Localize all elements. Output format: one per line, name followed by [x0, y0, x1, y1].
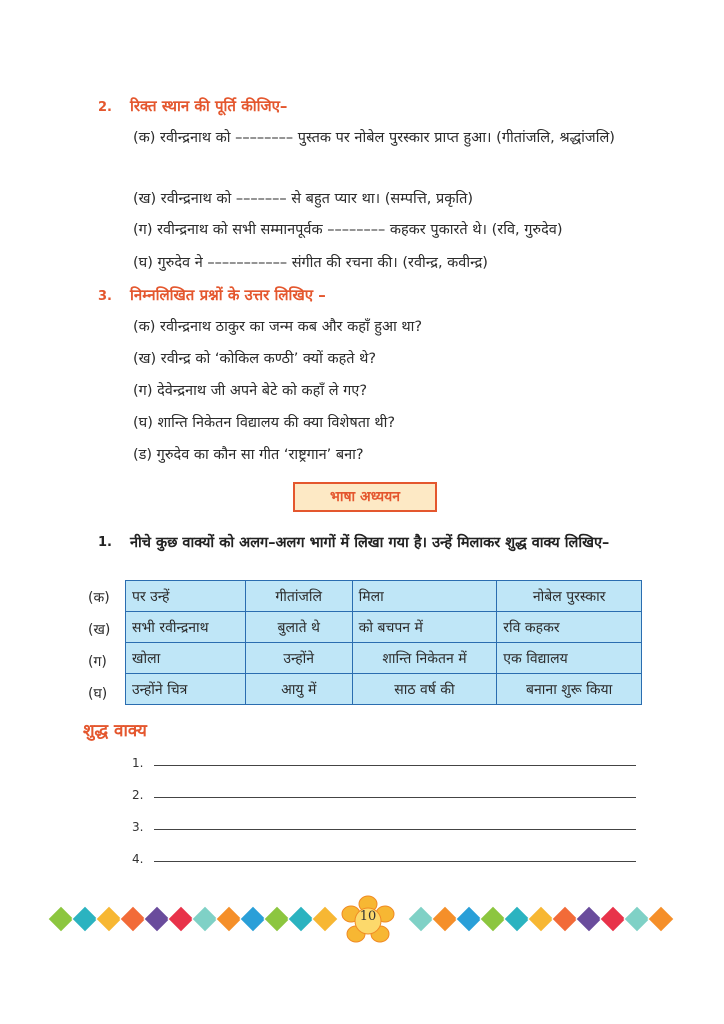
fill-item-ka: (क) रवीन्द्रनाथ को –––––––– पुस्तक पर नोबेल पुरस्कार प्राप्त हुआ। (गीतांजलि, श्रद्धांजलि) — [133, 130, 615, 146]
answer-line-2[interactable] — [132, 788, 143, 802]
answer-rule — [154, 861, 636, 862]
table-cell: एक विद्यालय — [497, 643, 642, 674]
table-cell: बनाना शुरू किया — [497, 674, 642, 705]
answer-rule — [154, 829, 636, 830]
question-text: नीचे कुछ वाक्यों को अलग–अलग भागों में लिखा गया है। उन्हें मिलाकर शुद्ध वाक्य लिखिए– — [130, 535, 610, 551]
section-3-heading — [98, 285, 326, 305]
page-number: 10 — [359, 909, 377, 924]
table-cell: उन्होंने चित्र — [126, 674, 246, 705]
table-cell: रवि कहकर — [497, 612, 642, 643]
table-cell: को बचपन में — [352, 612, 497, 643]
fill-item-ga: (ग) रवीन्द्रनाथ को सभी सम्मानपूर्वक –––––––– कहकर पुकारते थे। (रवि, गुरुदेव) — [133, 222, 563, 238]
question-da: (ड) गुरुदेव का कौन सा गीत ‘राष्ट्रगान’ बना? — [133, 447, 364, 463]
question-ka: (क) रवीन्द्रनाथ ठाकुर का जन्म कब और कहाँ हुआ था? — [133, 319, 423, 335]
table-cell: नोबेल पुरस्कार — [497, 581, 642, 612]
row-label-gha: (घ) — [88, 686, 108, 702]
table-cell: सभी रवीन्द्रनाथ — [126, 612, 246, 643]
table-cell: मिला — [352, 581, 497, 612]
section-title: रिक्त स्थान की पूर्ति कीजिए– — [130, 97, 288, 115]
row-label-ga: (ग) — [88, 654, 107, 670]
table-cell: उन्होंने — [245, 643, 352, 674]
table-row — [126, 612, 642, 643]
answer-line-4[interactable] — [132, 852, 143, 866]
answer-heading: शुद्ध वाक्य — [83, 721, 147, 741]
fill-item-kha: (ख) रवीन्द्रनाथ को ––––––– से बहुत प्यार था। (सम्पत्ति, प्रकृति) — [133, 191, 474, 207]
word-table — [125, 580, 642, 705]
row-label-ka: (क) — [88, 590, 110, 606]
table-cell: गीतांजलि — [245, 581, 352, 612]
answer-line-number: 2. — [132, 788, 144, 802]
section-number: 3. — [98, 289, 112, 304]
table-row — [126, 674, 642, 705]
section-2-heading — [98, 96, 287, 116]
language-study-title: भाषा अध्ययन — [293, 482, 437, 512]
table-cell: पर उन्हें — [126, 581, 246, 612]
question-gha: (घ) शान्ति निकेतन विद्यालय की क्या विशेषता थी? — [133, 415, 396, 431]
answer-line-3[interactable] — [132, 820, 143, 834]
language-question — [98, 530, 643, 556]
table-row — [126, 581, 642, 612]
row-label-kha: (ख) — [88, 622, 111, 638]
section-title: निम्नलिखित प्रश्नों के उत्तर लिखिए – — [130, 286, 326, 304]
section-number: 2. — [98, 100, 112, 115]
table-cell: खोला — [126, 643, 246, 674]
table-cell: बुलाते थे — [245, 612, 352, 643]
table-row — [126, 643, 642, 674]
fill-item-gha: (घ) गुरुदेव ने ––––––––––– संगीत की रचना की। (रवीन्द्र, कवीन्द्र) — [133, 255, 488, 271]
answer-line-1[interactable] — [132, 756, 143, 770]
question-ga: (ग) देवेन्द्रनाथ जी अपने बेटे को कहाँ ले गए? — [133, 383, 368, 399]
table-cell: शान्ति निकेतन में — [352, 643, 497, 674]
table-cell: साठ वर्ष की — [352, 674, 497, 705]
answer-line-number: 3. — [132, 820, 144, 834]
answer-rule — [154, 797, 636, 798]
answer-rule — [154, 765, 636, 766]
answer-line-number: 1. — [132, 756, 144, 770]
question-number: 1. — [98, 535, 112, 550]
table-cell: आयु में — [245, 674, 352, 705]
answer-line-number: 4. — [132, 852, 144, 866]
question-kha: (ख) रवीन्द्र को ‘कोकिल कण्ठी’ क्यों कहते थे? — [133, 351, 377, 367]
